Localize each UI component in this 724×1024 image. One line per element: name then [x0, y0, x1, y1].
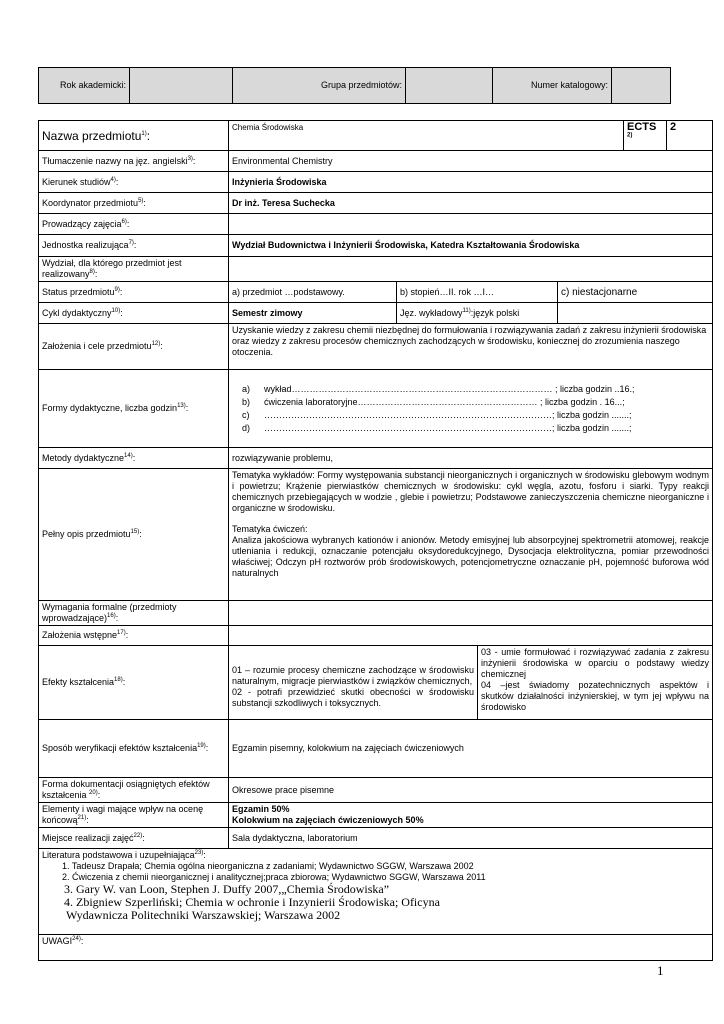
elementy-value: [229, 803, 713, 828]
forma-item: a) wykład…………………………………………………………………………… ; liczba godzin ..16.;: [242, 383, 635, 394]
row-formy: [39, 370, 713, 448]
status-label: Status przedmiotu$^{9)}$:: [39, 282, 229, 303]
forma-item: d) ……………………………………………………………………………………; liczba godzin .......;: [242, 422, 632, 433]
row-status: [39, 282, 713, 303]
row-efekty: [39, 646, 713, 720]
rok-akademicki-field[interactable]: [130, 68, 233, 104]
wymagania-label: Wymagania formalne (przedmioty wprowadzające)$^{16)}$:: [39, 601, 229, 626]
row-koordynator: [39, 193, 713, 214]
row-forma: [39, 778, 713, 803]
literatura-label: Literatura podstawowa i uzupełniająca$^{23)}$:: [42, 850, 206, 860]
prowadzacy-value: [229, 214, 713, 235]
literatura-cell: [39, 849, 713, 935]
lit-item-3: 3. Gary W. van Loon, Stephen J. Duffy 2007,„Chemia Środowiska”: [64, 882, 390, 896]
efekty-label: Efekty kształcenia$^{18)}$:: [39, 646, 229, 720]
grupa-przedmiotow-field[interactable]: [406, 68, 493, 104]
prowadzacy-label: Prowadzący zajęcia$^{6)}$:: [39, 214, 229, 235]
opis-label: Pełny opis przedmiotu$^{15)}$:: [39, 469, 229, 601]
row-nazwa: [39, 121, 713, 151]
course-table: [38, 120, 713, 961]
metody-value: rozwiązywanie problemu,: [229, 448, 713, 469]
wydzial-label: Wydział, dla którego przedmiot jest realizowany$^{8)}$:: [39, 257, 229, 282]
forma-label: Forma dokumentacji osiągniętych efektów kształcenia $^{20)}$:: [39, 778, 229, 803]
row-kierunek: [39, 172, 713, 193]
jednostka-label: Jednostka realizująca$^{7)}$:: [39, 235, 229, 257]
ects-label: ECTS $^{2)}$: [624, 121, 667, 151]
zal-wstepne-value: [229, 626, 713, 646]
lit-item-4: 4. Zbigniew Szperliński; Chemia w ochronie i Inzynierii Środowiska; Oficyna: [64, 895, 440, 909]
kierunek-value: Inżynieria Środowiska: [229, 172, 713, 193]
opis-cwiczenia-title: Tematyka ćwiczeń:: [232, 524, 308, 534]
row-elementy: [39, 803, 713, 828]
page-number: 1: [657, 963, 664, 978]
rok-akademicki-label: Rok akademicki:: [39, 68, 130, 104]
nazwa-value: Chemia Środowiska: [229, 121, 624, 151]
elementy-label: Elementy i wagi mające wpływ na ocenę końcową$^{21)}$:: [39, 803, 229, 828]
header-table: [38, 67, 671, 104]
kierunek-label: Kierunek studiów$^{4)}$:: [39, 172, 229, 193]
row-tlumaczenie: [39, 151, 713, 172]
lit-item-1: 1. Tadeusz Drapała; Chemia ogólna nieorganiczna z zadaniami; Wydawnictwo SGGW, Warszawa 2002: [62, 861, 474, 871]
row-zal-wstepne: [39, 626, 713, 646]
row-cykl: [39, 303, 713, 324]
opis-wyklady: Tematyka wykładów: Formy występowania substancji nieorganicznych i organicznych w środowisku glebowym wodnym i powietrzu; Krążenie pierwiastków chemicznych w środowisku: cykl węgla, azotu, fosforu i siarki. Typy reakcji chemicznych przebiegających w wodzie , glebie i powietrzu; Podstawowe zanieczyszczenia chemiczne nieorganiczne i organiczne w środowisku.: [232, 470, 710, 513]
ects-value: 2: [667, 121, 713, 151]
elementy-kolokwium: Kolokwium na zajęciach ćwiczeniowych 50%: [232, 815, 424, 825]
numer-katalogowy-label: Numer katalogowy:: [493, 68, 612, 104]
zalozenia-value: Uzyskanie wiedzy z zakresu chemii niezbędnej do formułowania i rozwiązywania zadań z zakresu inżynierii środowiska oraz wiedzy z zakresu procesów chemicznych zachodzących w środowisku, koniecznej do zrozumienia naszego otoczenia.: [229, 324, 713, 370]
zal-wstepne-label: Założenia wstępne$^{17)}$:: [39, 626, 229, 646]
opis-value: [229, 469, 713, 601]
row-literatura: [39, 849, 713, 935]
cykl-empty: [558, 303, 713, 324]
row-prowadzacy: [39, 214, 713, 235]
koordynator-value: Dr inż. Teresa Suchecka: [229, 193, 713, 214]
forma-item: b) ćwiczenia laboratoryjne…………………………………………………… ; liczba godzin . 16...;: [242, 396, 625, 407]
forma-value: Okresowe prace pisemne: [229, 778, 713, 803]
miejsce-value: Sala dydaktyczna, laboratorium: [229, 828, 713, 849]
wymagania-value: [229, 601, 713, 626]
nazwa-label: Nazwa przedmiotu$^{1)}$:: [39, 121, 229, 151]
row-wymagania: [39, 601, 713, 626]
cykl-value: Semestr zimowy: [229, 303, 397, 324]
zalozenia-label: Założenia i cele przedmiotu$^{12)}$:: [39, 324, 229, 370]
lit-item-2: 2. Ćwiczenia z chemii nieorganicznej i analitycznej;praca zbiorowa; Wydawnictwo SGGW, Warszawa 2011: [62, 872, 486, 882]
opis-cwiczenia: Analiza jakościowa wybranych kationów i anionów. Metody emisyjnej lub absorpcyjnej spektrometrii atomowej, reakcje utleniania i redukcji, oznaczanie potencjału oksydoredukcyjnego, Dysocjacja elektrolityczna, pomiar przewodności właściwej; Odczyn pH roztworów prób środowiskowych, potencjometryczne oznaczanie pH, pojemność buforowa wód naturalnych: [232, 535, 710, 578]
row-wydzial: [39, 257, 713, 282]
miejsce-label: Miejsce realizacji zajęć$^{22)}$:: [39, 828, 229, 849]
row-miejsce: [39, 828, 713, 849]
sposob-label: Sposób weryfikacji efektów kształcenia$^{19)}$:: [39, 720, 229, 778]
status-b: b) stopień…II. rok …I…: [397, 282, 558, 303]
wydzial-value: [229, 257, 713, 282]
row-uwagi: [39, 935, 713, 961]
cykl-label: Cykl dydaktyczny$^{10)}$:: [39, 303, 229, 324]
formy-list: [229, 370, 713, 448]
sposob-value: Egzamin pisemny, kolokwium na zajęciach ćwiczeniowych: [229, 720, 713, 778]
elementy-egzamin: Egzamin 50%: [232, 804, 290, 814]
row-sposob: [39, 720, 713, 778]
koordynator-label: Koordynator przedmiotu$^{5)}$:: [39, 193, 229, 214]
status-a: a) przedmiot …podstawowy.: [229, 282, 397, 303]
row-metody: [39, 448, 713, 469]
jednostka-value: Wydział Budownictwa i Inżynierii Środowiska, Katedra Kształtowania Środowiska: [229, 235, 713, 257]
lit-item-4-cont: Wydawnicza Politechniki Warszawskiej; Warszawa 2002: [66, 908, 341, 922]
grupa-przedmiotow-label: Grupa przedmiotów:: [233, 68, 406, 104]
metody-label: Metody dydaktyczne$^{14)}$:: [39, 448, 229, 469]
formy-label: Formy dydaktyczne, liczba godzin$^{13)}$:: [39, 370, 229, 448]
row-opis: [39, 469, 713, 601]
forma-item: c) ……………………………………………………………………………………; liczba godzin .......;: [242, 409, 632, 420]
efekty-left: 01 – rozumie procesy chemiczne zachodzące w środowisku naturalnym, migracje pierwiastków i związków chemicznych, 02 - potrafi przewidzieć skutki obecności w środowisku substancji szkodliwych i toksycznych.: [229, 646, 478, 720]
tlumaczenie-value: Environmental Chemistry: [229, 151, 713, 172]
uwagi-label: UWAGI$^{24)}$:: [39, 935, 713, 961]
numer-katalogowy-field[interactable]: [612, 68, 671, 104]
row-zalozenia: [39, 324, 713, 370]
status-c: c) niestacjonarne: [558, 282, 713, 303]
jezyk-wykladowy: Jęz. wykładowy$^{11)}$:język polski: [397, 303, 558, 324]
row-jednostka: [39, 235, 713, 257]
efekty-right: 03 - umie formułować i rozwiązywać zadania z zakresu inżynierii środowiska w oparciu o podstawy wiedzy chemicznej 04 –jest świadomy pozatechnicznych aspektów i skutków działalności inżynierskiej, w tym jej wpływu na środowisko: [478, 646, 713, 720]
tlumaczenie-label: Tłumaczenie nazwy na jęz. angielski$^{3)}$:: [39, 151, 229, 172]
